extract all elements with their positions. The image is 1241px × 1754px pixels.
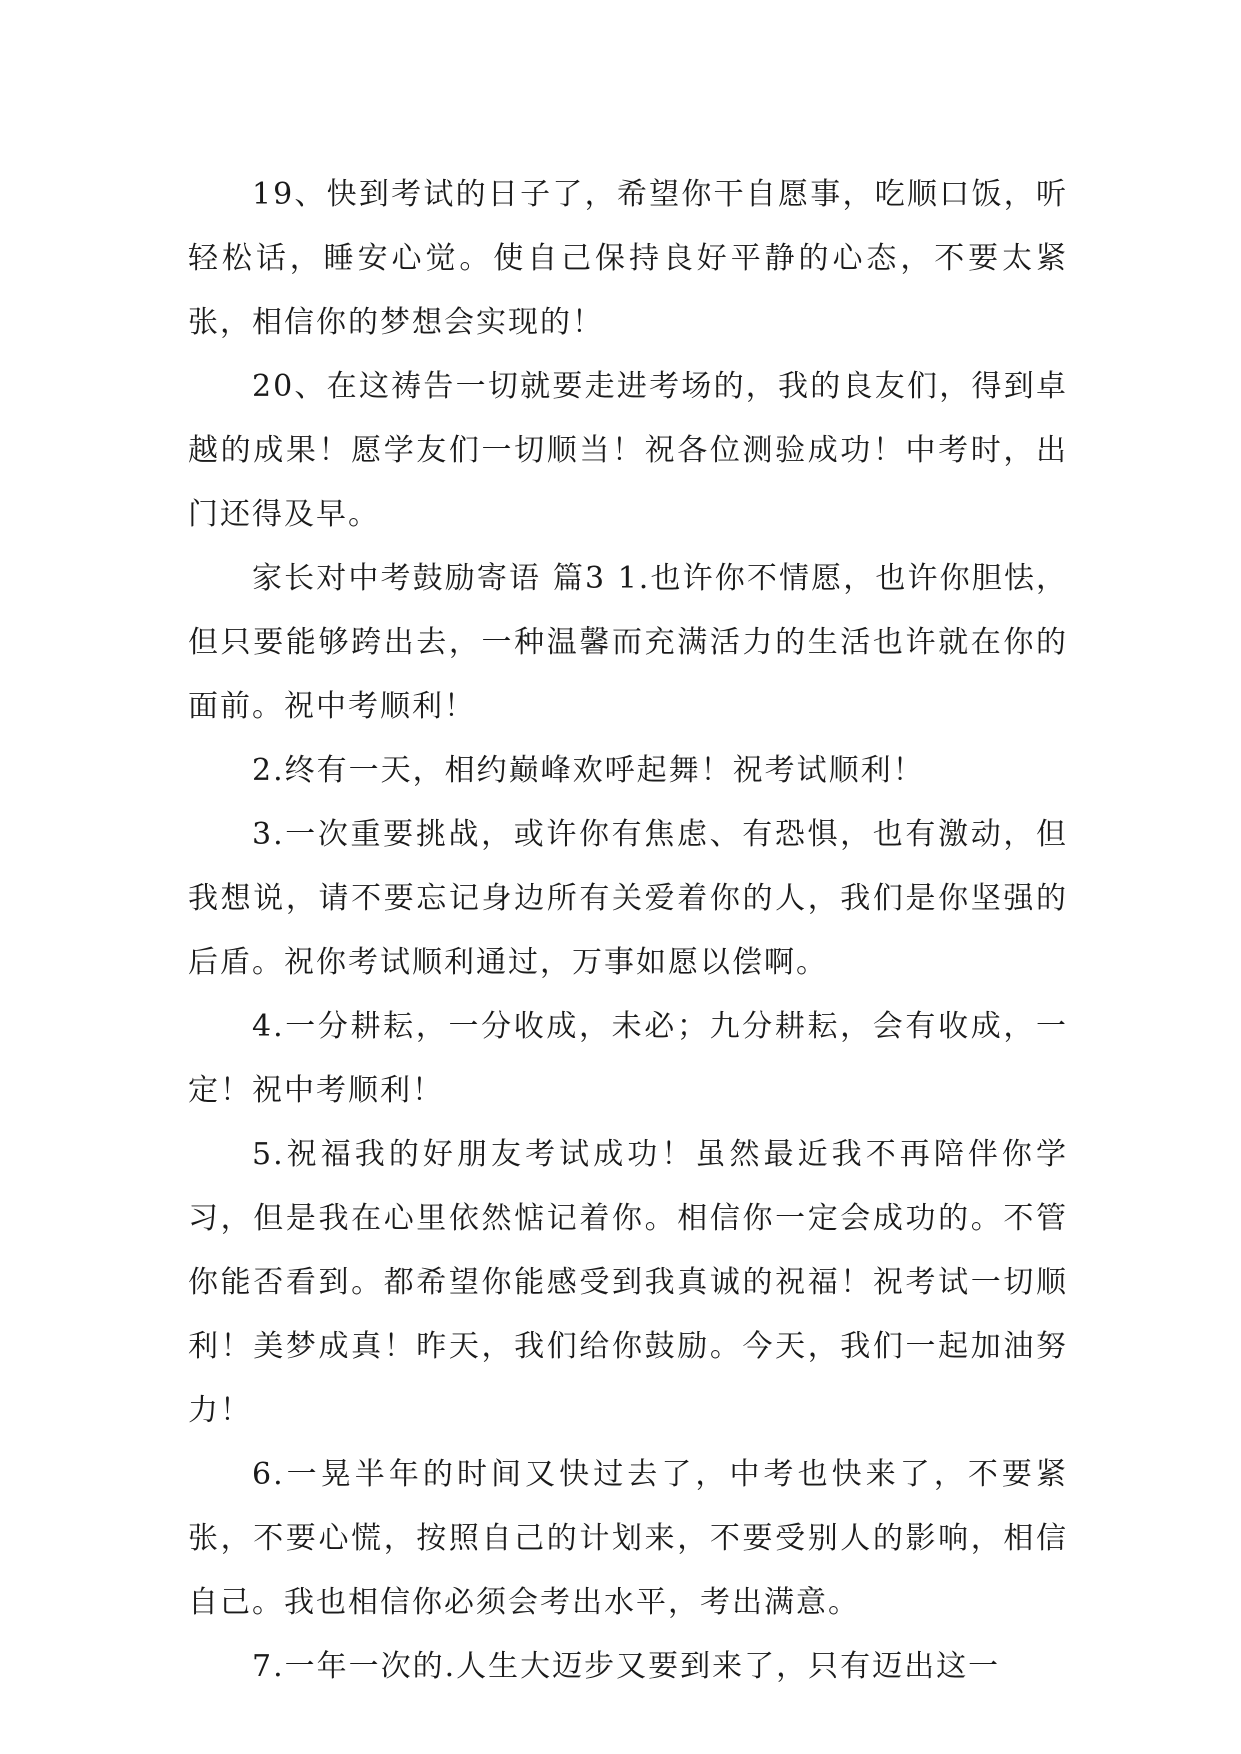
document-body: [188, 163, 1068, 1699]
paragraph-5: 5.祝福我的好朋友考试成功！虽然最近我不再陪伴你学习，但是我在心里依然惦记着你。相信你一定会成功的。不管你能否看到。都希望你能感受到我真诚的祝福！祝考试一切顺利！美梦成真！昨天，我们给你鼓励。今天，我们一起加油努力！: [188, 1137, 1068, 1428]
paragraph-20: 20、在这祷告一切就要走进考场的，我的良友们，得到卓越的成果！愿学友们一切顺当！祝各位测验成功！中考时，出门还得及早。: [188, 369, 1068, 532]
section-heading-paragraph-1: 家长对中考鼓励寄语 篇3 1.也许你不情愿，也许你胆怯，但只要能够跨出去，一种温馨而充满活力的生活也许就在你的面前。祝中考顺利！: [188, 561, 1068, 724]
paragraph-7: 7.一年一次的.人生大迈步又要到来了，只有迈出这一: [252, 1649, 1001, 1684]
paragraph-4: 4.一分耕耘，一分收成，未必；九分耕耘，会有收成，一定！祝中考顺利！: [188, 1009, 1068, 1108]
paragraph-3: 3.一次重要挑战，或许你有焦虑、有恐惧，也有激动，但我想说，请不要忘记身边所有关爱着你的人，我们是你坚强的后盾。祝你考试顺利通过，万事如愿以偿啊。: [188, 817, 1068, 980]
paragraph-19: 19、快到考试的日子了，希望你干自愿事，吃顺口饭，听轻松话，睡安心觉。使自己保持良好平静的心态，不要太紧张，相信你的梦想会实现的！: [188, 177, 1068, 340]
paragraph-6: 6.一晃半年的时间又快过去了，中考也快来了，不要紧张，不要心慌，按照自己的计划来，不要受别人的影响，相信自己。我也相信你必须会考出水平，考出满意。: [188, 1457, 1068, 1620]
paragraph-2: 2.终有一天，相约巅峰欢呼起舞！祝考试顺利！: [252, 753, 925, 788]
